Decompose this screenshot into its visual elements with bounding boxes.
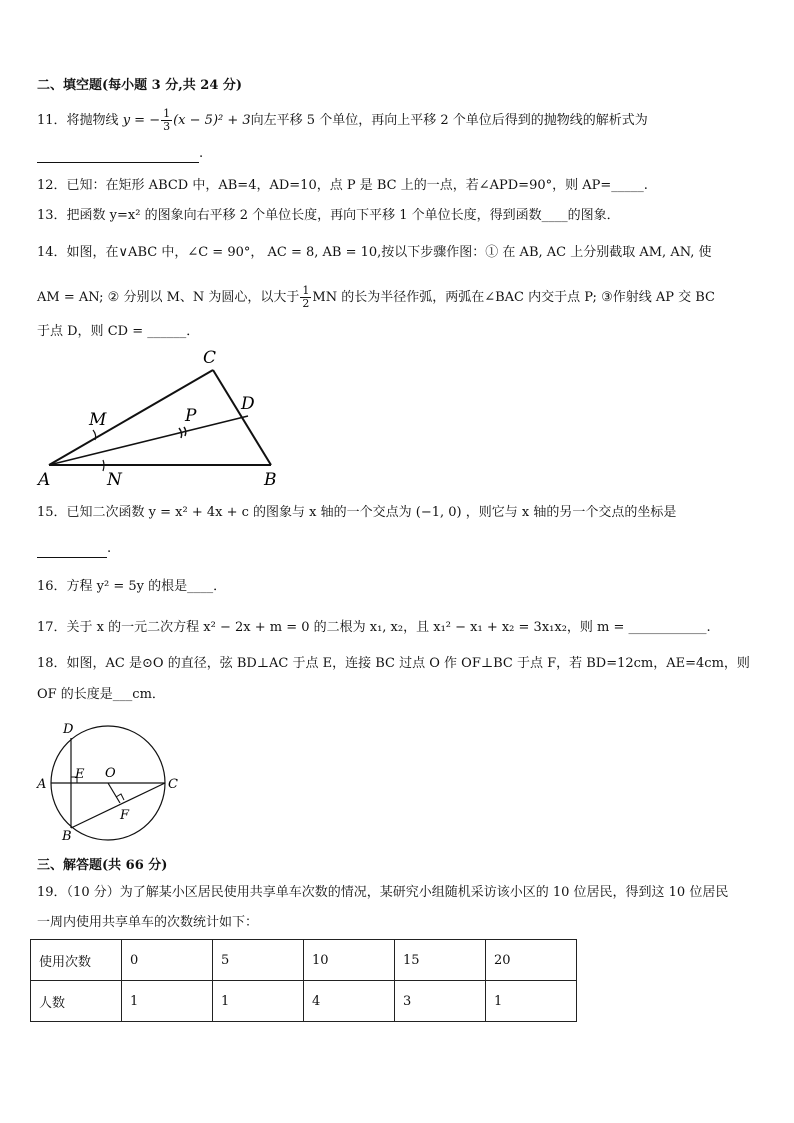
segment-of: [108, 783, 120, 803]
label-b: B: [264, 470, 277, 490]
label-c: C: [203, 348, 217, 368]
question-19-line-1: 19．（10 分）为了解某小区居民使用共享单车次数的情况，某研究小组随机采访该小区的 10 位居民，得到这 10 位居民: [37, 885, 729, 900]
q11-fraction: [161, 108, 172, 133]
question-14-line-1: 14．如图，在∨ABC 中，∠C = 90°， AC = 8, AB = 10,按以下步骤作图：① 在 AB, AC 上分别截取 AM, AN, 使: [37, 245, 712, 260]
table-cell: 1: [122, 981, 213, 1022]
question-14-line-2: [37, 285, 715, 310]
question-13: 13．把函数 y=x² 的图象向右平移 2 个单位长度，再向下平移 1 个单位长度，得到函数____的图象．: [37, 208, 620, 223]
q11-pre: 将抛物线: [66, 113, 119, 128]
q11-answer-line: [37, 145, 203, 163]
q11-frac-den: 3: [163, 120, 171, 133]
table-cell: 10: [304, 940, 395, 981]
label-c: C: [168, 777, 178, 792]
question-11: [37, 108, 648, 133]
question-16: 16．方程 y² = 5y 的根是____．: [37, 579, 227, 594]
label-m: M: [89, 410, 107, 430]
label-f: F: [120, 808, 130, 823]
label-d: D: [63, 722, 74, 737]
q15-answer-line: [37, 540, 111, 558]
table-cell: 4: [304, 981, 395, 1022]
circle-figure: [30, 715, 195, 845]
label-a: A: [37, 777, 47, 792]
q11-formula-lhs: y = −: [122, 113, 161, 128]
q11-end: .: [199, 146, 204, 161]
table-cell: 人数: [31, 981, 122, 1022]
table-cell: 15: [395, 940, 486, 981]
label-p: P: [185, 406, 197, 426]
q14-frac-num: 1: [302, 284, 310, 297]
q15-answer-blank[interactable]: [37, 543, 107, 558]
q11-number: 11．: [37, 113, 67, 128]
section-3-title: 三、解答题(共 66 分): [37, 858, 168, 873]
q14-fraction: [300, 285, 311, 310]
table-cell: 3: [395, 981, 486, 1022]
question-18-line-2: OF 的长度是___cm．: [37, 687, 165, 702]
question-12: 12．已知：在矩形 ABCD 中，AB=4，AD=10，点 P 是 BC 上的一点，若∠APD=90°，则 AP=_____.: [37, 178, 648, 193]
table-cell: 0: [122, 940, 213, 981]
table-row: [31, 981, 577, 1022]
label-a: A: [38, 470, 51, 490]
question-15: 15．已知二次函数 y = x² + 4x + c 的图象与 x 轴的一个交点为 (−1, 0) ，则它与 x 轴的另一个交点的坐标是: [37, 505, 677, 520]
label-b: B: [62, 829, 72, 844]
q11-formula-rhs: (x − 5)² + 3: [173, 113, 251, 128]
label-d: D: [241, 394, 255, 414]
q15-end: .: [107, 541, 112, 556]
triangle-figure: [35, 345, 285, 493]
q14-frac-den: 2: [302, 297, 310, 310]
usage-table: [30, 939, 577, 1022]
question-19-line-2: 一周内使用共享单车的次数统计如下：: [37, 915, 259, 930]
table-cell: 1: [486, 981, 577, 1022]
label-e: E: [75, 767, 85, 782]
table-cell: 20: [486, 940, 577, 981]
q14-line2-pre: AM = AN; ② 分别以 M、N 为圆心，以大于: [37, 290, 300, 305]
table-cell: 1: [213, 981, 304, 1022]
q11-post: 向左平移 5 个单位，再向上平移 2 个单位后得到的抛物线的解析式为: [250, 113, 648, 128]
table-row: [31, 940, 577, 981]
table-cell: 使用次数: [31, 940, 122, 981]
q14-line2-post: MN 的长为半径作弧，两弧在∠BAC 内交于点 P; ③作射线 AP 交 BC: [312, 290, 715, 305]
ray-ap: [49, 416, 248, 465]
question-18-line-1: 18．如图，AC 是⊙O 的直径，弦 BD⊥AC 于点 E，连接 BC 过点 O 作 OF⊥BC 于点 F，若 BD=12cm，AE=4cm，则: [37, 656, 750, 671]
question-17: 17．关于 x 的一元二次方程 x² − 2x + m = 0 的二根为 x₁, x₂，且 x₁² − x₁ + x₂ = 3x₁x₂，则 m = ____________.: [37, 620, 711, 635]
section-2-title: 二、填空题(每小题 3 分,共 24 分): [37, 78, 243, 93]
label-n: N: [107, 470, 122, 490]
table-cell: 5: [213, 940, 304, 981]
q11-frac-num: 1: [163, 107, 171, 120]
q11-answer-blank[interactable]: [37, 148, 199, 163]
label-o: O: [105, 766, 116, 781]
question-14-line-3: 于点 D，则 CD = ______．: [37, 324, 200, 339]
